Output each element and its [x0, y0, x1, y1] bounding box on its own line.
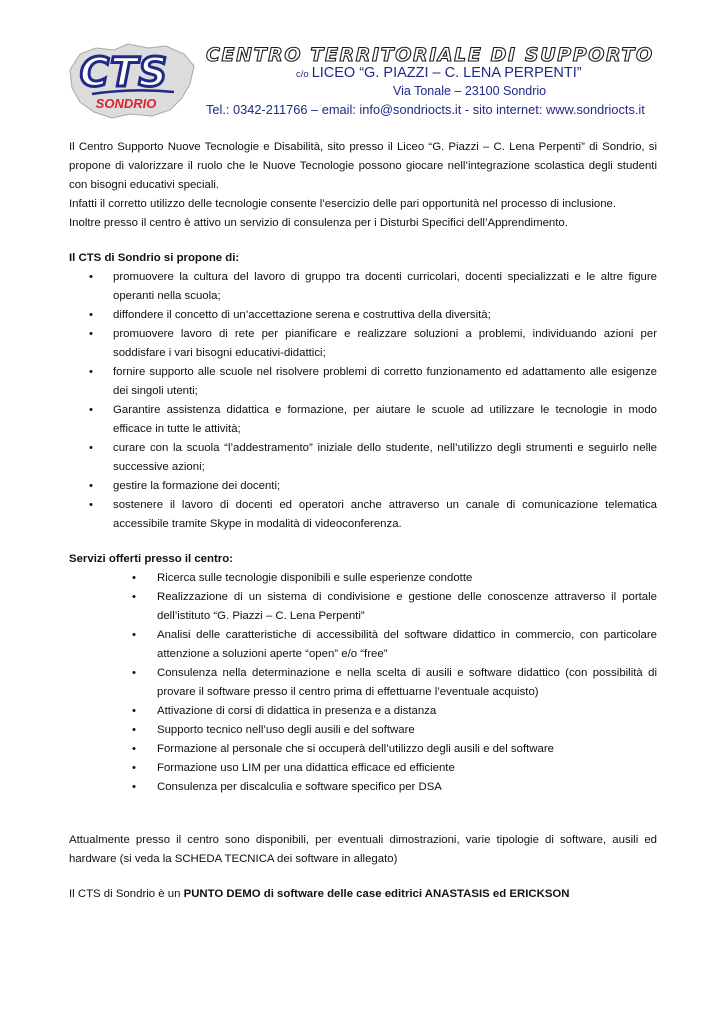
service-item: • Analisi delle caratteristiche di accessibilità del software didattico in commercio, con particolare attenzione a soluzioni aperte “open” e/o “free”: [69, 626, 657, 664]
service-item: • Supporto tecnico nell’uso degli ausili e del software: [69, 721, 657, 740]
intro-paragraph-1: Il Centro Supporto Nuove Tecnologie e Disabilità, sito presso il Liceo “G. Piazzi – C. Lena Perpenti” di Sondrio, si propone di valorizzare il ruolo che le Nuove Tecnologie possono giocare nell’integrazione scolastica degli studenti con bisogni educativi speciali.: [69, 141, 657, 191]
intro-paragraph-3: Inoltre presso il centro è attivo un servizio di consulenza per i Disturbi Specifici dell’Apprendimento.: [69, 217, 568, 229]
availability-paragraph: Attualmente presso il centro sono disponibili, per eventuali dimostrazioni, varie tipologie di software, ausili ed hardware (si veda la SCHEDA TECNICA dei software in allegato): [69, 834, 657, 865]
demo-prefix: Il CTS di Sondrio è un: [69, 888, 184, 900]
service-item: • Formazione al personale che si occuperà dell’utilizzo degli ausili e del software: [69, 740, 657, 759]
goal-item: • diffondere il concetto di un’accettazione serena e costruttiva della diversità;: [69, 306, 657, 325]
school-name: LICEO “G. PIAZZI – C. LENA PERPENTI”: [311, 65, 582, 81]
goal-item: • sostenere il lavoro di docenti ed operatori anche attraverso un canale di comunicazione telematica accessibile tramite Skype in modalità di videoconferenza.: [69, 496, 657, 534]
service-item: • Consulenza nella determinazione e nella scelta di ausili e software didattico (con possibilità di provare il software presso il centro prima di effettuarne l’eventuale acquisto): [69, 664, 657, 702]
logo-subtext: SONDRIO: [95, 96, 157, 111]
goal-item: • curare con la scuola “l’addestramento” iniziale dello studente, nell’utilizzo degli strumenti e seguirlo nelle successive azioni;: [69, 439, 657, 477]
services-heading: Servizi offerti presso il centro:: [69, 553, 233, 565]
intro-paragraph-2: Infatti il corretto utilizzo delle tecnologie consente l’esercizio delle pari opportunità nel processo di inclusione.: [69, 198, 617, 210]
goal-item: • Garantire assistenza didattica e formazione, per aiutare le scuole ad utilizzare le tecnologie in modo efficace in tutte le attività;: [69, 401, 657, 439]
co-label: c/o: [296, 69, 309, 80]
address-line: Via Tonale – 23100 Sondrio: [393, 84, 547, 98]
logo-letters: CTS: [79, 50, 169, 96]
goals-heading: Il CTS di Sondrio si propone di:: [69, 252, 240, 264]
center-title: CENTRO TERRITORIALE DI SUPPORTO: [206, 44, 654, 66]
contacts-line: Tel.: 0342-211766 – email: info@sondriocts.it - sito internet: www.sondriocts.it: [206, 102, 645, 117]
goals-list: [69, 268, 657, 534]
goal-item: • promuovere lavoro di rete per pianificare e realizzare soluzioni a problemi, individuando azioni per soddisfare i vari bisogni educativi-didattici;: [69, 325, 657, 363]
services-list: [69, 569, 657, 797]
goal-item: • promuovere la cultura del lavoro di gruppo tra docenti curricolari, docenti specializzati e le altre figure operanti nella scuola;: [69, 268, 657, 306]
demo-bold-text: PUNTO DEMO di software delle case editrici ANASTASIS ed ERICKSON: [183, 888, 570, 900]
goal-item: • gestire la formazione dei docenti;: [69, 477, 657, 496]
service-item: • Realizzazione di un sistema di condivisione e gestione delle conoscenze attraverso il portale dell’istituto “G. Piazzi – C. Lena Perpenti”: [69, 588, 657, 626]
document-body: [69, 138, 657, 904]
goal-item: • fornire supporto alle scuole nel risolvere problemi di corretto funzionamento ed adattamento alle esigenze dei singoli utenti;: [69, 363, 657, 401]
cts-logo: [62, 40, 200, 120]
service-item: • Attivazione di corsi di didattica in presenza e a distanza: [69, 702, 657, 721]
service-item: • Consulenza per discalculia e software specifico per DSA: [69, 778, 657, 797]
service-item: • Formazione uso LIM per una didattica efficace ed efficiente: [69, 759, 657, 778]
service-item: • Ricerca sulle tecnologie disponibili e sulle esperienze condotte: [69, 569, 657, 588]
demo-paragraph: [69, 885, 657, 904]
school-line: [296, 65, 582, 81]
